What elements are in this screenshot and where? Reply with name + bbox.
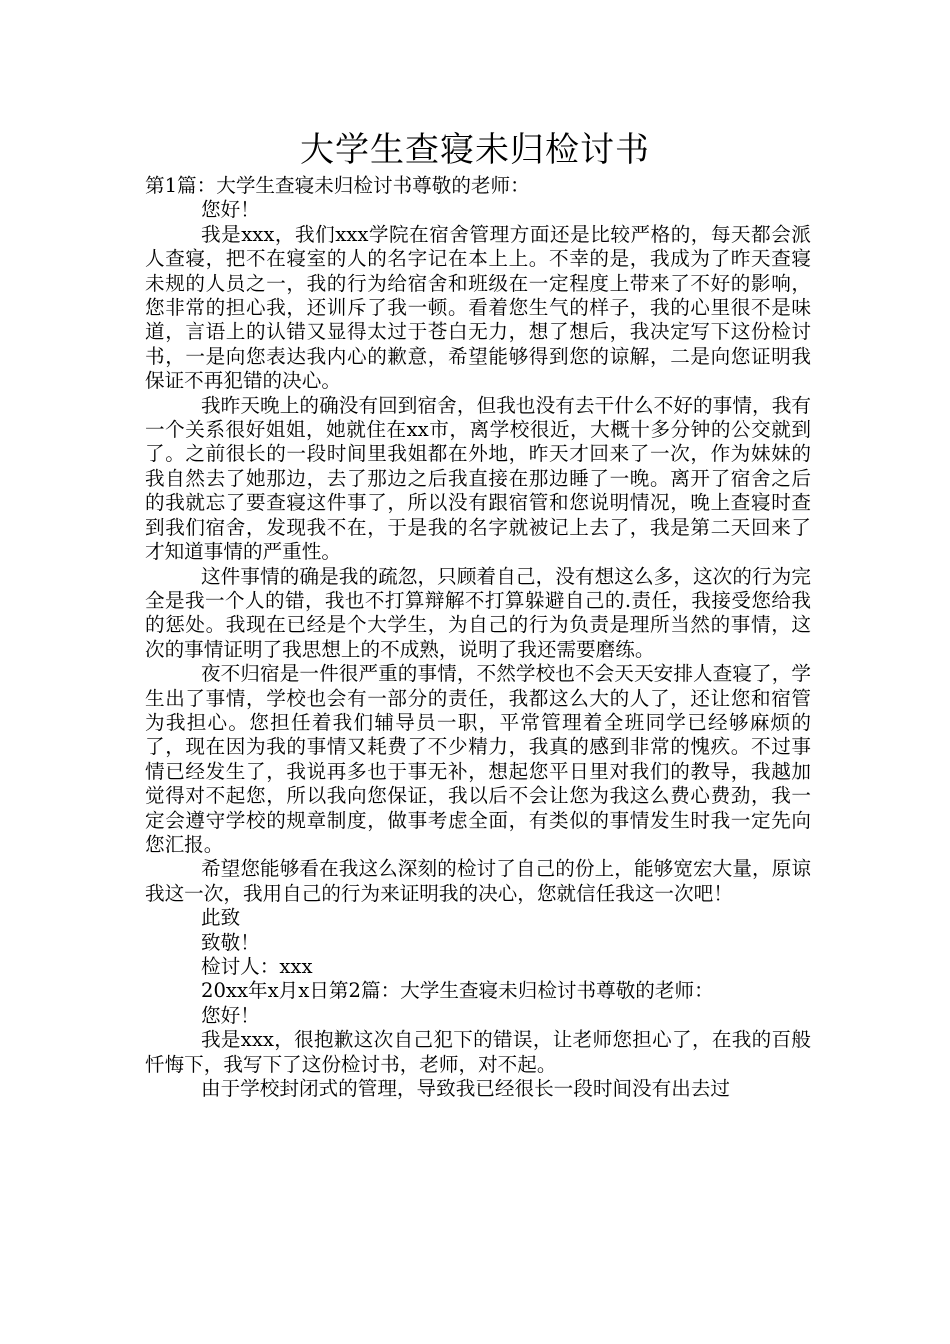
closing-respect: 致敬！ [201, 930, 260, 954]
section-1-greeting: 您好！ [201, 198, 260, 222]
section-2-greeting: 您好！ [201, 1003, 260, 1027]
section-1-paragraph-3: 这件事情的确是我的疏忽，只顾着自己，没有想这么多，这次的行为完全是我一个人的错，我也不打算辩解不打算躲避自己的.责任，我接受您给我的惩处。我现在已经是个大学生，为自己的行为负责是理所当然的事情，这次的事情证明了我思想上的不成熟，说明了我还需要磨练。 [145, 564, 811, 661]
section-2-paragraph-1: 我是xxx，很抱歉这次自己犯下的错误，让老师您担心了，在我的百般忏悔下，我写下了这份检讨书，老师，对不起。 [145, 1028, 811, 1076]
document-title: 大学生查寝未归检讨书 [300, 130, 650, 170]
section-1-paragraph-2: 我昨天晚上的确没有回到宿舍，但我也没有去干什么不好的事情，我有一个关系很好姐姐，她就住在xx市，离学校很近，大概十多分钟的公交就到了。之前很长的一段时间里我姐都在外地，昨天才回来了一次，作为妹妹的我自然去了她那边，去了那边之后我直接在那边睡了一晚。离开了宿舍之后的我就忘了要查寝这件事了，所以没有跟宿管和您说明情况，晚上查寝时查到我们宿舍，发现我不在，于是我的名字就被记上去了，我是第二天回来了才知道事情的严重性。 [145, 393, 811, 564]
date-and-section-2-heading: 20xx年x月x日第2篇：大学生查寝未归检讨书尊敬的老师： [201, 979, 714, 1003]
signer-line: 检讨人：xxx [201, 955, 313, 978]
section-1-paragraph-1: 我是xxx，我们xxx学院在宿舍管理方面还是比较严格的，每天都会派人查寝，把不在寝室的人的名字记在本上上。不幸的是，我成为了昨天查寝未规的人员之一，我的行为给宿舍和班级在一定程度上带来了不好的影响，您非常的担心我，还训斥了我一顿。看着您生气的样子，我的心里很不是味道，言语上的认错又显得太过于苍白无力，想了想后，我决定写下这份检讨书，一是向您表达我内心的歉意，希望能够得到您的谅解，二是向您证明我保证不再犯错的决心。 [145, 222, 811, 393]
section-1-heading: 第1篇：大学生查寝未归检讨书尊敬的老师： [145, 174, 530, 197]
section-1-paragraph-4: 夜不归宿是一件很严重的事情，不然学校也不会天天安排人查寝了，学生出了事情，学校也会有一部分的责任，我都这么大的人了，还让您和宿管为我担心。您担任着我们辅导员一职，平常管理着全班同学已经够麻烦的了，现在因为我的事情又耗费了不少精力，我真的感到非常的愧疚。不过事情已经发生了，我说再多也于事无补，想起您平日里对我们的教导，我越加觉得对不起您，所以我向您保证，我以后不会让您为我这么费心费劲，我一定会遵守学校的规章制度，做事考虑全面，有类似的事情发生时我一定先向您汇报。 [145, 662, 811, 856]
section-2-paragraph-2: 由于学校封闭式的管理，导致我已经很长一段时间没有出去过 [201, 1077, 731, 1101]
document-body [145, 174, 811, 1101]
section-1-paragraph-5: 希望您能够看在我这么深刻的检讨了自己的份上，能够宽宏大量，原谅我这一次，我用自己的行为来证明我的决心，您就信任我这一次吧！ [145, 857, 811, 905]
closing-salutation: 此致 [201, 906, 241, 930]
